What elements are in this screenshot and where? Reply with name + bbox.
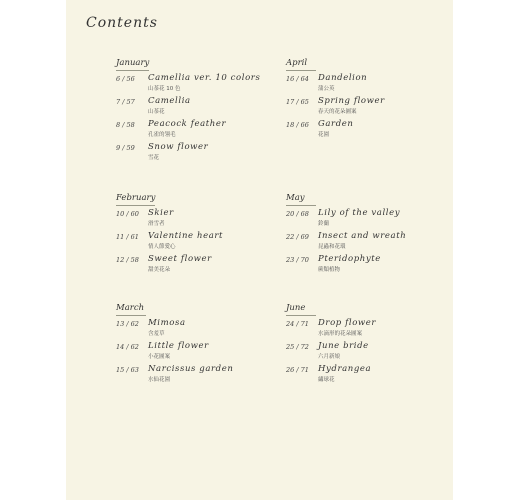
month-heading: June [286,303,316,316]
entry-subtitle: 情人節愛心 [148,244,176,250]
page-number: 23 / 70 [286,256,309,264]
page-number: 6 / 56 [116,75,135,83]
entry-title: Insect and wreath [318,231,407,241]
entry-subtitle: 花園 [318,132,330,138]
entry-subtitle: 含羞草 [148,331,165,337]
contents-page [66,0,453,500]
page-number: 7 / 57 [116,98,135,106]
entry-subtitle: 山茶花 10 色 [148,86,181,92]
month-heading: March [116,303,146,316]
page-number: 14 / 62 [116,343,139,351]
page-number: 11 / 61 [116,233,139,241]
page-number: 15 / 63 [116,366,139,374]
month-heading: February [116,193,155,206]
month-section [116,185,224,273]
entry-subtitle: 小花圖案 [148,354,171,360]
month-heading: May [286,193,316,206]
entry-title: Drop flower [318,318,377,328]
month-section [286,185,407,273]
page-number: 18 / 66 [286,121,309,129]
entry-subtitle: 甜美花朵 [148,267,171,273]
month-section [116,50,261,161]
page-number: 13 / 62 [116,320,139,328]
page-number: 10 / 60 [116,210,139,218]
entry-title: June bride [318,341,369,351]
entry-title: Sweet flower [148,254,212,264]
page-number: 20 / 68 [286,210,309,218]
entry-subtitle: 昆蟲和花環 [318,244,346,250]
month-heading: April [286,58,316,71]
page-number: 24 / 71 [286,320,309,328]
month-section [286,295,377,383]
entry-title: Camellia [148,96,191,106]
entry-title: Mimosa [148,318,186,328]
page-number: 16 / 64 [286,75,309,83]
page-number: 17 / 65 [286,98,309,106]
page-number: 25 / 72 [286,343,309,351]
entry-subtitle: 繡球花 [318,377,335,383]
entry-subtitle: 蕨類植物 [318,267,341,273]
page-title: Contents [86,15,158,31]
month-section [116,295,234,383]
entry-title: Camellia ver. 10 colors [148,73,261,83]
entry-title: Valentine heart [148,231,224,241]
entry-title: Peacock feather [148,119,227,129]
entry-title: Snow flower [148,142,209,152]
entry-subtitle: 水仙花園 [148,377,171,383]
entry-subtitle: 孔雀的翎毛 [148,132,176,138]
entry-title: Pteridophyte [318,254,381,264]
entry-subtitle: 滑雪者 [148,221,165,227]
entry-title: Skier [148,208,174,218]
page-number: 26 / 71 [286,366,309,374]
entry-title: Spring flower [318,96,385,106]
page-number: 22 / 69 [286,233,309,241]
month-heading: January [116,58,149,71]
entry-title: Dandelion [318,73,368,83]
entry-subtitle: 山茶花 [148,109,165,115]
entry-subtitle: 水滴形的花朵圖案 [318,331,363,337]
entry-title: Hydrangea [318,364,372,374]
entry-subtitle: 鈴蘭 [318,221,330,227]
page-number: 12 / 58 [116,256,139,264]
month-section [286,50,385,138]
entry-subtitle: 雪花 [148,155,160,161]
entry-title: Little flower [148,341,209,351]
entry-title: Lily of the valley [318,208,401,218]
page-number: 8 / 58 [116,121,135,129]
page-number: 9 / 59 [116,144,135,152]
entry-subtitle: 春天的花朵圖案 [318,109,357,115]
entry-subtitle: 六月新娘 [318,354,341,360]
entry-title: Narcissus garden [148,364,234,374]
entry-title: Garden [318,119,354,129]
entry-subtitle: 蒲公英 [318,86,335,92]
